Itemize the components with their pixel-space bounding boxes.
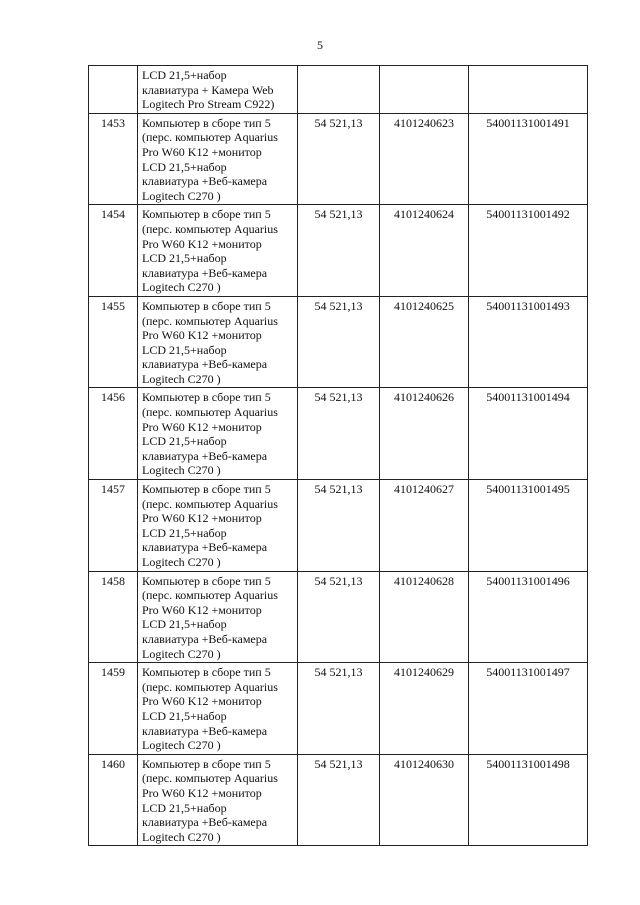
- name-line: клавиатура +Веб-камера: [142, 265, 268, 280]
- continuation-num-cell: [89, 66, 138, 114]
- name-line: (перс. компьютер Aquarius: [142, 313, 278, 328]
- name-line: Компьютер в сборе тип 5: [142, 207, 271, 222]
- name-line: клавиатура +Веб-камера: [142, 815, 268, 830]
- item-name-cell: [138, 571, 298, 663]
- name-line: Pro W60 K12 +монитор: [142, 511, 262, 526]
- name-line: (перс. компьютер Aquarius: [142, 496, 278, 511]
- name-line: Pro W60 K12 +монитор: [142, 694, 262, 709]
- name-line: клавиатура +Веб-камера: [142, 540, 268, 555]
- name-line: Logitech Pro Stream C922): [142, 97, 275, 112]
- continuation-cost-cell: [298, 66, 380, 114]
- name-line: Pro W60 K12 +монитор: [142, 602, 262, 617]
- cost-cell: 54 521,13: [298, 480, 380, 572]
- name-line: клавиатура +Веб-камера: [142, 448, 268, 463]
- row-number-cell: 1454: [89, 205, 138, 297]
- item-name-cell: [138, 663, 298, 755]
- item-code-cell: 54001131001497: [469, 663, 588, 755]
- name-line: LCD 21,5+набор: [142, 800, 227, 815]
- name-line: Logitech C270 ): [142, 829, 221, 844]
- continuation-inv-cell: [380, 66, 469, 114]
- name-line: Компьютер в сборе тип 5: [142, 573, 271, 588]
- cost-cell: 54 521,13: [298, 388, 380, 480]
- name-line: LCD 21,5+набор: [142, 68, 227, 82]
- name-line: Logitech C270 ): [142, 280, 221, 295]
- name-line: Компьютер в сборе тип 5: [142, 390, 271, 405]
- name-line: Компьютер в сборе тип 5: [142, 482, 271, 497]
- row-number-cell: 1455: [89, 296, 138, 388]
- name-line: LCD 21,5+набор: [142, 525, 227, 540]
- inventory-number-cell: 4101240629: [380, 663, 469, 755]
- item-name-cell: [138, 113, 298, 205]
- table-row: [89, 754, 588, 846]
- cost-cell: 54 521,13: [298, 571, 380, 663]
- table-row: [89, 571, 588, 663]
- name-line: (перс. компьютер Aquarius: [142, 679, 278, 694]
- item-code-cell: 54001131001492: [469, 205, 588, 297]
- name-line: LCD 21,5+набор: [142, 159, 227, 174]
- name-line: клавиатура + Камера Web: [142, 82, 274, 97]
- row-number-cell: 1459: [89, 663, 138, 755]
- inventory-number-cell: 4101240623: [380, 113, 469, 205]
- name-line: LCD 21,5+набор: [142, 617, 227, 632]
- table-row: [89, 205, 588, 297]
- name-line: (перс. компьютер Aquarius: [142, 130, 278, 145]
- inventory-number-cell: 4101240630: [380, 754, 469, 846]
- item-name-cell: [138, 754, 298, 846]
- continuation-name-cell: [138, 66, 298, 114]
- name-line: Logitech C270 ): [142, 555, 221, 569]
- cost-cell: 54 521,13: [298, 205, 380, 297]
- row-number-cell: 1456: [89, 388, 138, 480]
- item-name-cell: [138, 388, 298, 480]
- name-line: (перс. компьютер Aquarius: [142, 771, 278, 786]
- name-line: LCD 21,5+набор: [142, 434, 227, 449]
- name-line: Pro W60 K12 +монитор: [142, 785, 262, 800]
- page-number: 5: [317, 38, 323, 52]
- inventory-number-cell: 4101240627: [380, 480, 469, 572]
- name-line: Pro W60 K12 +монитор: [142, 328, 262, 343]
- item-code-cell: 54001131001493: [469, 296, 588, 388]
- cost-cell: 54 521,13: [298, 754, 380, 846]
- cost-cell: 54 521,13: [298, 113, 380, 205]
- name-line: Logitech C270 ): [142, 738, 221, 753]
- name-line: клавиатура +Веб-камера: [142, 357, 268, 372]
- item-name-cell: [138, 480, 298, 572]
- inventory-number-cell: 4101240628: [380, 571, 469, 663]
- name-line: Компьютер в сборе тип 5: [142, 115, 271, 130]
- item-code-cell: 54001131001496: [469, 571, 588, 663]
- inventory-number-cell: 4101240624: [380, 205, 469, 297]
- name-line: LCD 21,5+набор: [142, 342, 227, 357]
- name-line: Logitech C270 ): [142, 371, 221, 386]
- name-line: LCD 21,5+набор: [142, 708, 227, 723]
- table-row: [89, 388, 588, 480]
- item-code-cell: 54001131001494: [469, 388, 588, 480]
- table-row: [89, 480, 588, 572]
- item-code-cell: 54001131001498: [469, 754, 588, 846]
- name-line: клавиатура +Веб-камера: [142, 174, 268, 189]
- name-line: Pro W60 K12 +монитор: [142, 144, 262, 159]
- row-number-cell: 1453: [89, 113, 138, 205]
- name-line: Pro W60 K12 +монитор: [142, 419, 262, 434]
- name-line: Logitech C270 ): [142, 188, 221, 203]
- name-line: Компьютер в сборе тип 5: [142, 298, 271, 313]
- inventory-number-cell: 4101240626: [380, 388, 469, 480]
- name-line: Компьютер в сборе тип 5: [142, 665, 271, 680]
- name-line: Logitech C270 ): [142, 646, 221, 661]
- name-line: Logitech C270 ): [142, 463, 221, 478]
- inventory-table-body: [89, 66, 588, 846]
- cost-cell: 54 521,13: [298, 663, 380, 755]
- item-code-cell: 54001131001495: [469, 480, 588, 572]
- continuation-row: [89, 66, 588, 114]
- name-line: (перс. компьютер Aquarius: [142, 588, 278, 603]
- name-line: (перс. компьютер Aquarius: [142, 221, 278, 236]
- item-code-cell: 54001131001491: [469, 113, 588, 205]
- name-line: клавиатура +Веб-камера: [142, 723, 268, 738]
- table-row: [89, 113, 588, 205]
- name-line: LCD 21,5+набор: [142, 251, 227, 266]
- name-line: (перс. компьютер Aquarius: [142, 405, 278, 420]
- cost-cell: 54 521,13: [298, 296, 380, 388]
- item-name-cell: [138, 296, 298, 388]
- row-number-cell: 1458: [89, 571, 138, 663]
- table-row: [89, 663, 588, 755]
- inventory-table: [88, 65, 588, 846]
- name-line: Компьютер в сборе тип 5: [142, 756, 271, 771]
- item-name-cell: [138, 205, 298, 297]
- name-line: клавиатура +Веб-камера: [142, 631, 268, 646]
- continuation-code-cell: [469, 66, 588, 114]
- row-number-cell: 1460: [89, 754, 138, 846]
- name-line: Pro W60 K12 +монитор: [142, 236, 262, 251]
- row-number-cell: 1457: [89, 480, 138, 572]
- table-row: [89, 296, 588, 388]
- inventory-number-cell: 4101240625: [380, 296, 469, 388]
